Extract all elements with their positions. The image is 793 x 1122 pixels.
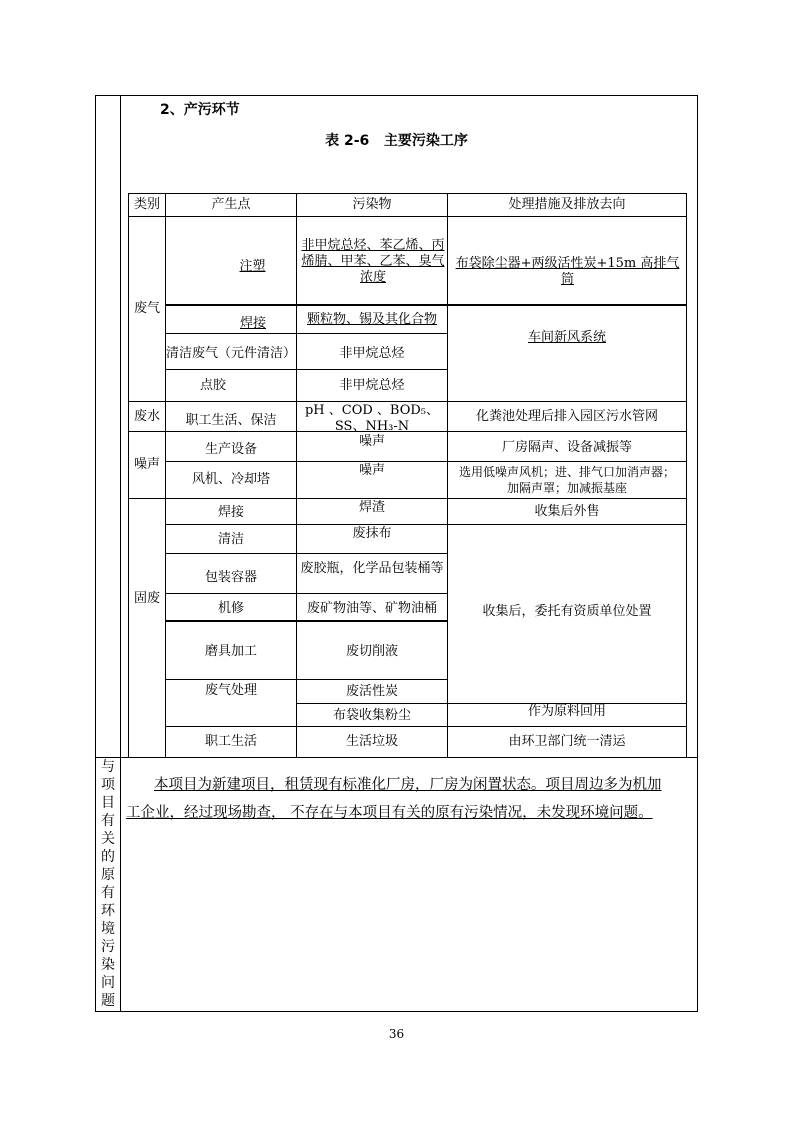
solid-source-packaging: 包装容器 <box>204 570 257 585</box>
water-measure: 化粪池处理后排入园区污水管网 <box>475 408 658 424</box>
table-hline-gas3 <box>165 369 447 370</box>
category-waste-water: 废水 <box>133 408 160 424</box>
frame-inner-left <box>120 95 121 1012</box>
frame-right <box>697 95 698 1012</box>
solid-pollutant-mold: 废切削液 <box>345 644 398 659</box>
gas-pollutant-dispensing: 非甲烷总烃 <box>339 378 405 393</box>
water-pollutant: pH 、COD 、BOD₅、SS、NH₃-N <box>304 403 440 434</box>
table-hline-solid5 <box>165 679 447 680</box>
frame-bottom <box>95 1011 698 1012</box>
solid-pollutant-activated-carbon: 废活性炭 <box>345 684 398 699</box>
noise-pollutant-fan: 噪声 <box>358 463 385 478</box>
side-label-char: 关 <box>101 831 115 847</box>
solid-pollutant-packaging: 废胶瓶，化学品包装桶等 <box>300 561 444 576</box>
category-noise: 噪声 <box>133 457 160 472</box>
paragraph-line-1: 本项目为新建项目，租赁现有标准化厂房，厂房为闲置状态。项目周边多为机加 <box>154 777 662 793</box>
gas-shared-measure: 车间新风系统 <box>527 330 606 345</box>
noise-source-equipment: 生产设备 <box>204 442 257 457</box>
side-label-char: 境 <box>101 921 115 937</box>
solid-source-maintenance: 机修 <box>217 601 244 616</box>
side-label-char: 原 <box>101 867 115 883</box>
header-category: 类别 <box>133 197 160 212</box>
section-title: 2、产污环节 <box>160 102 240 118</box>
table-hline-solid7 <box>165 726 687 727</box>
header-source: 产生点 <box>211 197 251 212</box>
side-label-char: 与 <box>101 759 115 775</box>
solid-pollutant-bag-dust: 布袋收集粉尘 <box>332 708 411 723</box>
solid-source-gas-treatment: 废气处理 <box>204 683 257 698</box>
gas-pollutant-cleaning: 非甲烷总烃 <box>339 346 405 361</box>
header-measure: 处理措施及排放去向 <box>508 197 626 212</box>
gas-source-dispensing: 点胶 <box>199 378 226 393</box>
side-label-char: 题 <box>101 993 115 1009</box>
noise-source-fan: 风机、冷却塔 <box>191 472 270 487</box>
side-label-char: 问 <box>101 975 115 991</box>
solid-shared-measure: 收集后，委托有资质单位处置 <box>482 604 652 619</box>
noise-pollutant-equipment: 噪声 <box>358 434 385 449</box>
side-label-char: 有 <box>101 813 115 829</box>
table-hline-solid4 <box>165 620 447 622</box>
solid-measure-bag-dust: 作为原料回用 <box>527 704 606 719</box>
table-hline-solid2 <box>165 553 447 554</box>
solid-source-cleaning: 清洁 <box>217 532 244 547</box>
solid-source-staff: 职工生活 <box>204 734 257 749</box>
header-pollutant: 污染物 <box>352 197 392 212</box>
table-title: 表 2-6 主要污染工序 <box>325 133 468 149</box>
side-label-char: 污 <box>101 939 115 955</box>
noise-measure-fan-line2: 加隔声罩；加减振基座 <box>506 481 627 495</box>
gas-source-cleaning: 清洁废气（元件清洁） <box>166 346 297 361</box>
frame-section-divider <box>95 757 698 758</box>
page-number: 36 <box>388 1027 405 1041</box>
category-waste-gas: 废气 <box>133 301 160 316</box>
side-label-char: 项 <box>101 777 115 793</box>
gas-pollutant-welding: 颗粒物、锡及其化合物 <box>306 312 437 327</box>
solid-pollutant-staff: 生活垃圾 <box>345 734 398 749</box>
solid-pollutant-maintenance: 废矿物油等、矿物油桶 <box>306 601 437 616</box>
table-vline-right <box>686 193 687 757</box>
paragraph-line-2: 工企业，经过现场勘查， 不存在与本项目有关的原有污染情况，未发现环境问题。 <box>126 805 653 821</box>
solid-measure-staff: 由环卫部门统一清运 <box>508 734 626 749</box>
side-label-char: 有 <box>101 885 115 901</box>
side-label-char: 染 <box>101 957 115 973</box>
water-source: 职工生活、保洁 <box>185 413 277 428</box>
gas-source-injection: 注塑 <box>239 259 266 274</box>
solid-source-mold: 磨具加工 <box>204 644 257 659</box>
noise-measure-fan-line1: 选用低噪声风机；进、排气口加消声器； <box>458 465 675 479</box>
side-label-char: 的 <box>101 849 115 865</box>
side-label-char: 目 <box>101 795 115 811</box>
category-solid-waste: 固废 <box>133 591 160 606</box>
gas-measure-injection: 布袋除尘器+两级活性炭+15m 高排气筒 <box>455 256 680 287</box>
table-hline-solid3 <box>165 593 447 594</box>
solid-measure-welding: 收集后外售 <box>534 504 600 519</box>
solid-source-welding: 焊接 <box>217 505 244 520</box>
noise-measure-equipment: 厂房隔声、设备减振等 <box>501 440 632 455</box>
gas-source-welding: 焊接 <box>239 316 266 331</box>
solid-pollutant-welding: 焊渣 <box>358 500 385 515</box>
side-label-char: 环 <box>101 903 115 919</box>
gas-pollutant-injection: 非甲烷总烃、苯乙烯、丙烯腈、甲苯、乙苯、臭气浓度 <box>301 238 445 285</box>
frame-top <box>95 95 698 96</box>
solid-pollutant-cleaning: 废抹布 <box>352 526 392 541</box>
